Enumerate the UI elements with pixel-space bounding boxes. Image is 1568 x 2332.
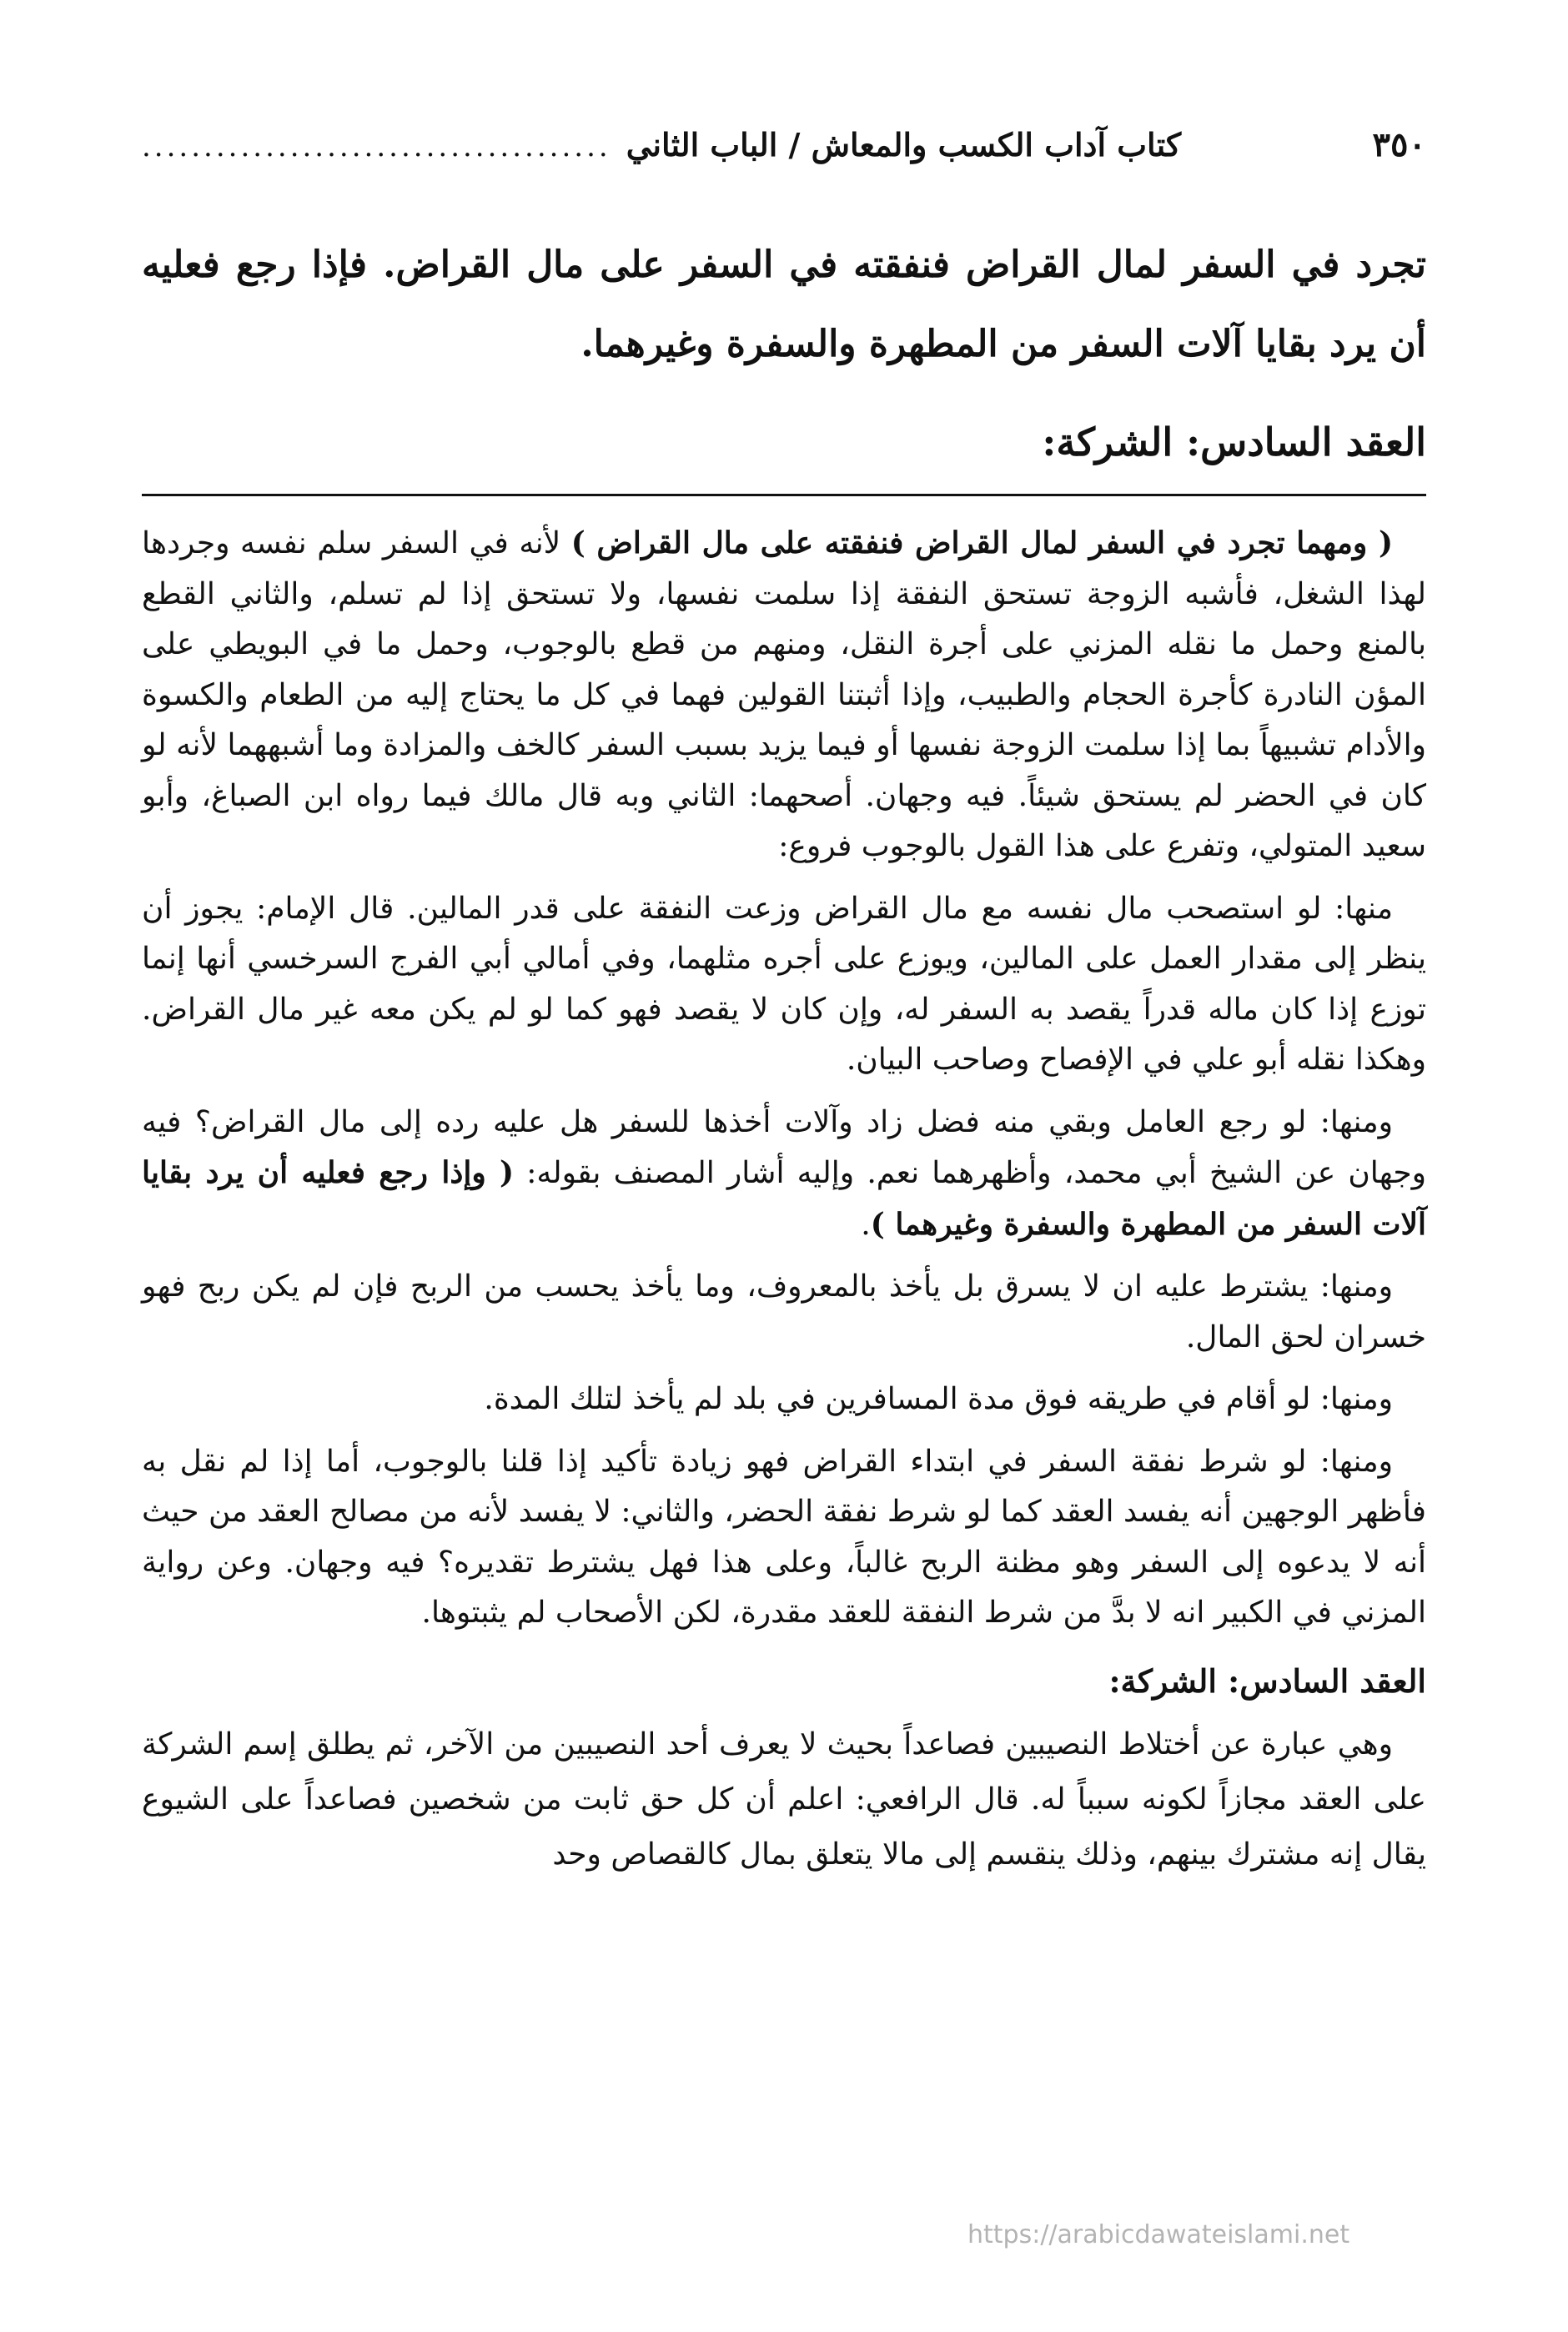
commentary-text: لأنه في السفر سلم نفسه وجردها لهذا الشغل، فأشبه الزوجة تستحق النفقة إذا سلمت نفسها، ولا تستحق إذا لم تسلم، والثاني القطع بالمنع وحمل ما نقله المزني على أجرة النقل، ومنهم من قطع بالوجوب، وحمل ما في البويطي على المؤن النادرة كأجرة الحجام والطبيب، وإذا أثبتنا القولين فهما في كل ما يحتاج إليه من الطعام والكسوة والأدام تشبيهاً بما إذا سلمت الزوجة نفسها أو فيما يزيد بسبب السفر كالخف والمزادة وما أشبههما لأنه لو كان في الحضر لم يستحق شيئاً. فيه وجهان. أصحهما: الثاني وبه قال مالك فيما رواه ابن الصباغ، وأبو سعيد المتولي، وتفرع على هذا القول بالوجوب فروع: bbox=[142, 526, 1426, 863]
commentary-paragraph: وهي عبارة عن أختلاط النصيبين فصاعداً بحيث لا يعرف أحد النصيبين من الآخر، ثم يطلق إسم الشركة على العقد مجازاً لكونه سبباً له. قال الرافعي: اعلم أن كل حق ثابت من شخصين فصاعداً على الشيوع يقال إنه مشترك بينهم، وذلك ينقسم إلى مالا يتعلق بمال كالقصاص وحد bbox=[142, 1726, 1426, 1872]
commentary-paragraph: ومنها: يشترط عليه ان لا يسرق بل يأخذ بالمعروف، وما يأخذ يحسب من الربح فإن لم يكن ربح فهو خسران لحق المال. bbox=[142, 1269, 1426, 1354]
commentary-paragraph bbox=[142, 518, 1426, 872]
commentary-paragraph: ومنها: لو شرط نفقة السفر في ابتداء القراض فهو زيادة تأكيد إذا قلنا بالوجوب، أما إذا لم نقل به فأظهر الوجهين أنه يفسد العقد كما لو شرط نفقة الحضر، والثاني: لا يفسد لأنه من مصالح العقد من حيث أنه لا يدعوه إلى السفر وهو مظنة الربح غالباً، وعلى هذا فهل يشترط تقديره؟ فيه وجهان. وعن رواية المزني في الكبير انه لا بدَّ من شرط النفقة للعقد مقدرة، لكن الأصحاب لم يثبتوها. bbox=[142, 1444, 1426, 1630]
main-text-heading: العقد السادس: الشركة: bbox=[1042, 420, 1426, 465]
running-header bbox=[142, 125, 1426, 192]
commentary-text: ومنها: لو رجع العامل وبقي منه فضل زاد وآلات أخذها للسفر هل عليه رده إلى مال القراض؟ فيه وجهان عن الشيخ أبي محمد، وأظهرهما نعم. وإليه أشار المصنف بقوله: bbox=[142, 1104, 1426, 1190]
separator-rule bbox=[142, 494, 1426, 496]
chapter-title: كتاب آداب الكسب والمعاش / الباب الثاني bbox=[626, 126, 1182, 163]
commentary-paragraph: ومنها: لو أقام في طريقه فوق مدة المسافرين في بلد لم يأخذ لتلك المدة. bbox=[484, 1382, 1393, 1416]
quoted-matn: ( وإذا رجع فعليه أن يرد بقايا آلات السفر من المطهرة والسفرة وغيرهما ) bbox=[142, 1155, 1426, 1242]
commentary-paragraph: منها: لو استصحب مال نفسه مع مال القراض وزعت النفقة على قدر المالين. قال الإمام: يجوز أن ينظر إلى مقدار العمل على المالين، ويوزع على أجره مثلهما، وفي أمالي أبي الفرج السرخسي أنها إنما توزع إذا كان ماله قدراً يقصد به السفر له، وإن كان لا يقصد فهو كما لو لم يكن معه غير مال القراض. وهكذا نقله أبو علي في الإفصاح وصاحب البيان. bbox=[142, 891, 1426, 1077]
section-heading: العقد السادس: الشركة: bbox=[1108, 1661, 1426, 1700]
commentary bbox=[142, 518, 1426, 1882]
commentary-text: . bbox=[861, 1207, 871, 1242]
watermark-url: https://arabicdawateislami.net bbox=[967, 2220, 1350, 2249]
leader-dots: ...................................... bbox=[142, 130, 611, 163]
page-number: ٣٥٠ bbox=[1372, 125, 1426, 164]
commentary-paragraph bbox=[142, 1098, 1426, 1251]
main-text: تجرد في السفر لمال القراض فنفقته في السفر على مال القراض. فإذا رجع فعليه أن يرد بقايا آلات السفر من المطهرة والسفرة وغيرهما. bbox=[142, 244, 1426, 365]
book-page bbox=[142, 125, 1426, 2260]
header-title-group bbox=[142, 126, 1181, 163]
quoted-matn: ( ومهما تجرد في السفر لمال القراض فنفقته على مال القراض ) bbox=[570, 525, 1393, 560]
